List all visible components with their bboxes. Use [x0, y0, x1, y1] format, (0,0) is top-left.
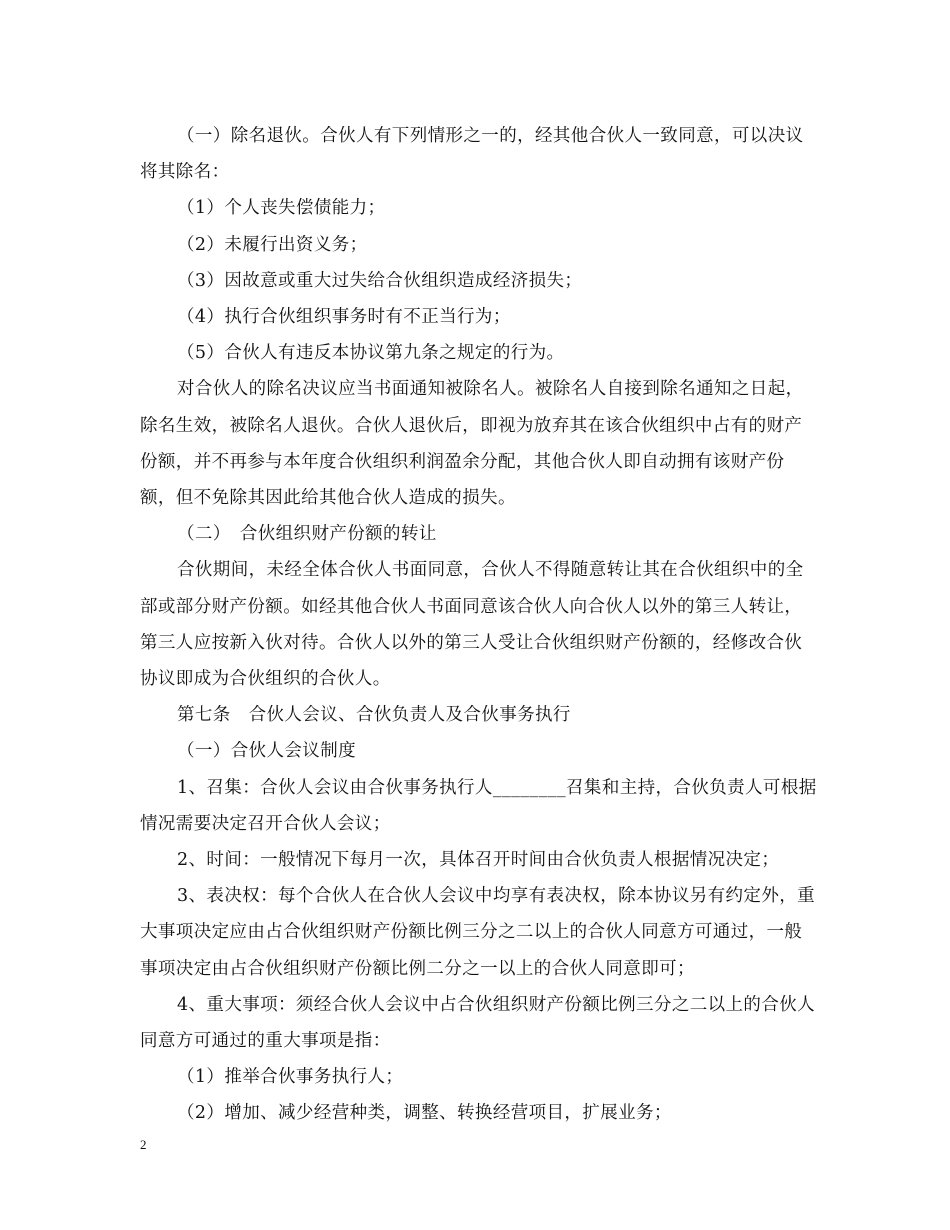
paragraph-expulsion: （一）除名退伙。合伙人有下列情形之一的，经其他合伙人一致同意，可以决议将其除名：: [140, 126, 804, 183]
document-body: [140, 118, 820, 1132]
major-item-1: （1）推举合伙事务执行人；: [177, 1067, 404, 1088]
list-item-5: （5）合伙人有违反本协议第九条之规定的行为。: [177, 343, 565, 364]
paragraph-major-matters: 4、重大事项：须经合伙人会议中占合伙组织财产份额比例三分之二以上的合伙人同意方可通过的重大事项是指：: [140, 994, 816, 1052]
paragraph-time: 2、时间：一般情况下每月一次，具体召开时间由合伙负责人根据情况决定；: [177, 850, 780, 871]
list-item-4: （4）执行合伙组织事务时有不正当行为；: [177, 307, 511, 328]
section-heading-meeting: （一）合伙人会议制度: [177, 741, 356, 762]
list-item-3: （3）因故意或重大过失给合伙组织造成经济损失；: [177, 270, 583, 291]
page-number: 2: [140, 1137, 147, 1152]
paragraph-expulsion-notice: 对合伙人的除名决议应当书面通知被除名人。被除名人自接到除名通知之日起，除名生效，被除名人退伙。合伙人退伙后，即视为放弃其在该合伙组织中占有的财产份额，并不再参与本年度合伙组织利润盈余分配，其他合伙人即自动拥有该财产份额，但不免除其因此给其他合伙人造成的损失。: [140, 379, 804, 509]
paragraph-transfer: 合伙期间，未经全体合伙人书面同意，合伙人不得随意转让其在合伙组织中的全部或部分财产份额。如经其他合伙人书面同意该合伙人向合伙人以外的第三人转让，第三人应按新入伙对待。合伙人以外的第三人受让合伙组织财产份额的，经修改合伙协议即成为合伙组织的合伙人。: [140, 560, 804, 690]
major-item-2: （2）增加、减少经营种类，调整、转换经营项目，扩展业务；: [177, 1103, 672, 1124]
section-heading-transfer: （二） 合伙组织财产份额的转让: [177, 524, 437, 545]
paragraph-voting: 3、表决权：每个合伙人在合伙人会议中均享有表决权，除本协议另有约定外，重大事项决定应由占合伙组织财产份额比例三分之二以上的合伙人同意方可通过，一般事项决定由占合伙组织财产份额比例二分之一以上的合伙人同意即可；: [140, 886, 816, 979]
paragraph-convening: 1、召集：合伙人会议由合伙事务执行人________召集和主持，合伙负责人可根据情况需要决定召开合伙人会议；: [140, 777, 817, 834]
list-item-1: （1）个人丧失偿债能力；: [177, 198, 386, 219]
list-item-2: （2）未履行出资义务；: [177, 234, 368, 255]
article-heading-7: 第七条 合伙人会议、合伙负责人及合伙事务执行: [177, 705, 571, 726]
